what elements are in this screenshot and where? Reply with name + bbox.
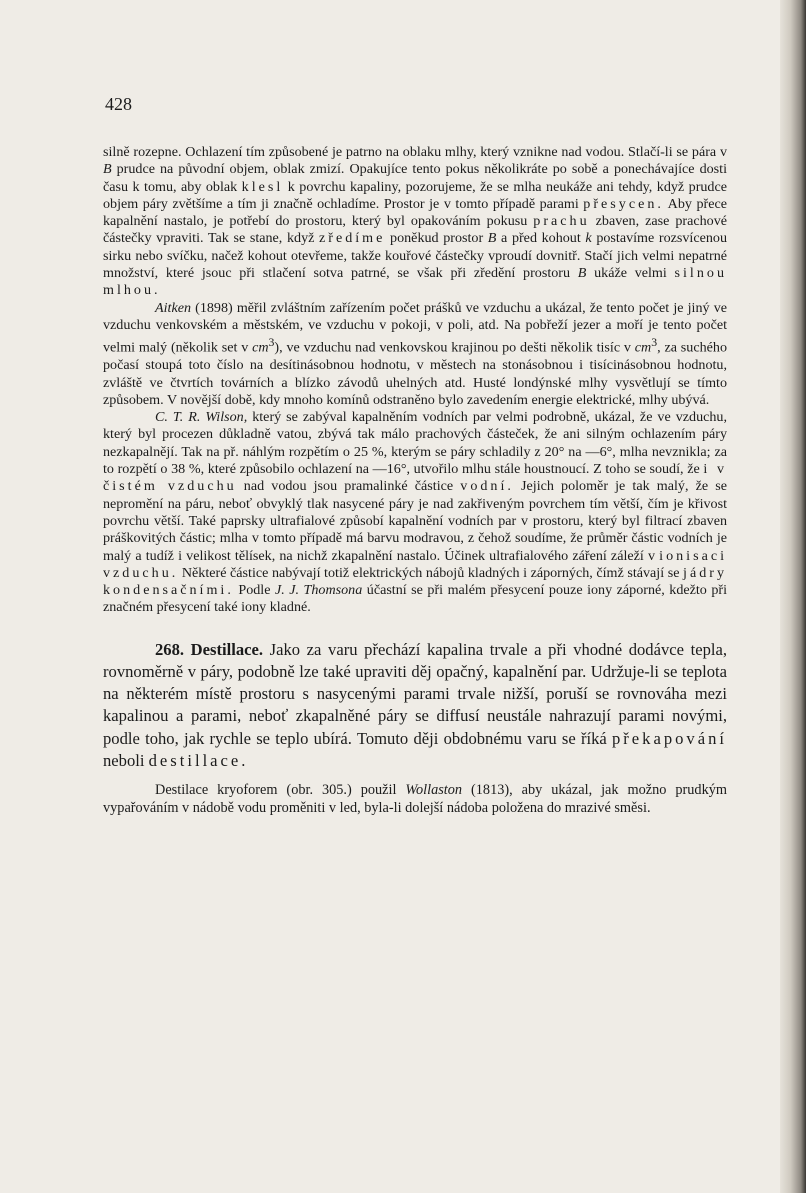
section-heading: 268. Destillace.	[155, 639, 264, 659]
paragraph-destillace: 268. Destillace. Jako za varu přechází kapalina trvale a při vhodné dodávce tepla, rovnoměrně v páry, podobně lze také upraviti děj opačný, kapalnění par. Udržuje-li se teplota na některém místě prostoru s nasycenými parami trvale nižší, poruší se rovnováha mezi kapalinou a parami, neboť zkapalněné páry se diffusí neustále nahrazují parami novými, podle toho, jak rychle se teplo ubírá. Tomuto ději obdobnému varu se říká překapování neboli destillace.	[103, 639, 728, 770]
page-body	[103, 144, 727, 817]
small-print-wollaston	[103, 782, 727, 817]
page-edge-shadow	[780, 0, 806, 1193]
section-destillace	[103, 639, 727, 772]
paragraph-wollaston: Destilace kryoforem (obr. 305.) použil Wollaston (1813), aby ukázal, jak možno prudkým vypařováním v nádobě vodu proměniti v led, byla-li dolejší nádoba položena do mrazivé směsi.	[103, 781, 727, 816]
small-print-block	[103, 144, 727, 617]
paragraph-aitken: Aitken (1898) měřil zvláštním zařízením počet prášků ve vzduchu a ukázal, že tento počet je jiný ve vzduchu venkovském a městském, ve vzduchu v pokoji, v poli, atd. Na pobřeží jezer a moří je tento počet velmi malý (několik set v $cm^3$), ve vzduchu nad venkovskou krajinou po dešti několik tisíc v $cm^3$, za suchého počasí stoupá toto číslo na desítinásobnou hodnotu, v městech na stonásobnou i tisícinásobnou hodnotu, zvláště ve čtvrtích továrních a blízko závodů uhelných atd. Husté londýnské mlhy vysvětlují se tímto způsobem. V novější době, kdy mnoho komínů odstraněno bylo zavedením energie elektrické, mlhy ubývá.	[103, 299, 727, 408]
paragraph-cloud-experiment: silně rozepne. Ochlazení tím způsobené je patrno na oblaku mlhy, který vznikne nad vodou. Stlačí-li se pára v B prudce na původní objem, oblak zmizí. Opakujíce tento pokus několikráte po sobě a ponechávajíce dosti času k tomu, aby oblak klesl k povrchu kapaliny, pozorujeme, že se mlha neukáže ani tehdy, když prudce objem páry zvětšíme a tím ji značně ochladíme. Prostor je v tomto případě parami přesycen. Aby přece kapalnění nastalo, je potřebí do prostoru, který byl opakováním pokusu prachu zbaven, zase prachové částečky vpraviti. Tak se stane, když zředíme poněkud prostor B a před kohout k postavíme rozsvícenou sirku nebo svíčku, načež kohout otevřeme, takže kouřové částečky vproudí dovnitř. Stačí jich velmi nepatrné množství, které jsouc při stlačení sotva patrné, se však při zředění prostoru B ukáže velmi silnou mlhou.	[103, 144, 727, 299]
page-number: 428	[105, 94, 132, 114]
paragraph-wilson: C. T. R. Wilson, který se zabýval kapalněním vodních par velmi podrobně, ukázal, že ve vzduchu, který byl procezen důkladně vatou, zbývá tak málo prachových částeček, že ani silným ochlazením páry nezkapalnějí. Tak na př. náhlým rozpětím o 25 %, kterým se páry schladily z 20° na —6°, mlha nevznikla; za to rozpětí o 38 %, které způsobilo ochlazení na —16°, utvořilo mlhu stále houstnoucí. Z toho se soudí, že i v čistém vzduchu nad vodou jsou pramalinké částice vodní. Jejich poloměr je tak malý, že se nepromění na páru, neboť obvyklý tlak nasycené páry je nad zakřiveným povrchem tím větší, čím je křivost povrchu větší. Také paprsky ultrafialové způsobí kapalnění vodních par v prostoru, který byl filtrací zbaven práškovitých částic; mlha v tomto případě má barvu modravou, z čehož soudíme, že průměr částic vodních je malý a tudíž i velikost tělísek, na nichž zkapalnění nastalo. Účinek ultrafialového záření záleží v ionisaci vzduchu. Některé částice nabývají totiž elektrických nábojů kladných i záporných, čímž stávají se jádry kondensačními. Podle J. J. Thomsona účastní se při malém přesycení pouze iony záporné, kdežto při značném přesycení také iony kladné.	[103, 409, 727, 616]
